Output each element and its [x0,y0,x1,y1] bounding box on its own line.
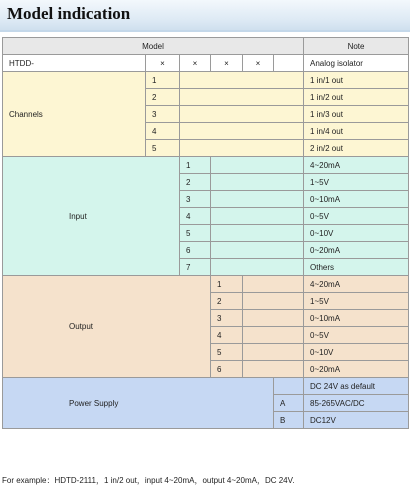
input-note: 0~10mA [304,191,409,208]
empty-cell [180,123,304,140]
empty-cell [243,344,304,361]
output-code: 3 [211,310,243,327]
note-header: Note [304,38,409,55]
output-note: 4~20mA [304,276,409,293]
input-note: Others [304,259,409,276]
empty-cell [211,174,304,191]
power-note: DC12V [304,412,409,429]
page-title: Model indication [7,4,131,23]
empty-cell [274,55,304,72]
power-code: B [274,412,304,429]
empty-cell [243,276,304,293]
channel-note: 1 in/3 out [304,106,409,123]
power-note: 85-265VAC/DC [304,395,409,412]
empty-cell [211,259,304,276]
empty-cell [211,242,304,259]
empty-cell [211,191,304,208]
channel-note: 2 in/2 out [304,140,409,157]
model-prefix: HTDD- [3,55,146,72]
empty-cell [243,327,304,344]
model-note: Analog isolator [304,55,409,72]
input-note: 4~20mA [304,157,409,174]
title-bar [0,0,410,32]
input-label: Input [3,157,180,276]
output-note: 0~20mA [304,361,409,378]
empty-cell [243,310,304,327]
table-row [3,276,409,293]
channel-code: 4 [146,123,180,140]
example-text: For example：HDTD-2111，1 in/2 out，input 4~20mA，output 4~20mA，DC 24V. [2,476,295,485]
empty-cell [180,72,304,89]
input-code: 6 [180,242,211,259]
channel-note: 1 in/1 out [304,72,409,89]
power-code: A [274,395,304,412]
input-code: 1 [180,157,211,174]
empty-cell [211,157,304,174]
input-code: 2 [180,174,211,191]
empty-cell [211,225,304,242]
code-placeholder-2: × [180,55,211,72]
output-code: 1 [211,276,243,293]
output-code: 6 [211,361,243,378]
empty-cell [180,89,304,106]
empty-cell [243,361,304,378]
power-code [274,378,304,395]
empty-cell [180,140,304,157]
channels-label: Channels [3,72,146,157]
input-note: 0~10V [304,225,409,242]
channel-code: 1 [146,72,180,89]
code-placeholder-4: × [243,55,274,72]
channel-code: 3 [146,106,180,123]
model-header: Model [3,38,304,55]
input-note: 0~5V [304,208,409,225]
output-label: Output [3,276,211,378]
power-label: Power Supply [3,378,274,429]
input-note: 1~5V [304,174,409,191]
model-code-row [3,55,409,72]
table-row [3,378,409,395]
output-code: 5 [211,344,243,361]
output-note: 0~10V [304,344,409,361]
channel-note: 1 in/2 out [304,89,409,106]
output-note: 1~5V [304,293,409,310]
channel-code: 2 [146,89,180,106]
output-note: 0~5V [304,327,409,344]
channel-code: 5 [146,140,180,157]
input-code: 3 [180,191,211,208]
input-note: 0~20mA [304,242,409,259]
output-note: 0~10mA [304,310,409,327]
empty-cell [211,208,304,225]
input-code: 7 [180,259,211,276]
input-code: 4 [180,208,211,225]
empty-cell [180,106,304,123]
code-placeholder-3: × [211,55,243,72]
table-row [3,72,409,89]
input-code: 5 [180,225,211,242]
empty-cell [243,293,304,310]
model-table [2,37,409,429]
output-code: 4 [211,327,243,344]
code-placeholder-1: × [146,55,180,72]
table-row [3,157,409,174]
header-row [3,38,409,55]
output-code: 2 [211,293,243,310]
power-note: DC 24V as default [304,378,409,395]
channel-note: 1 in/4 out [304,123,409,140]
